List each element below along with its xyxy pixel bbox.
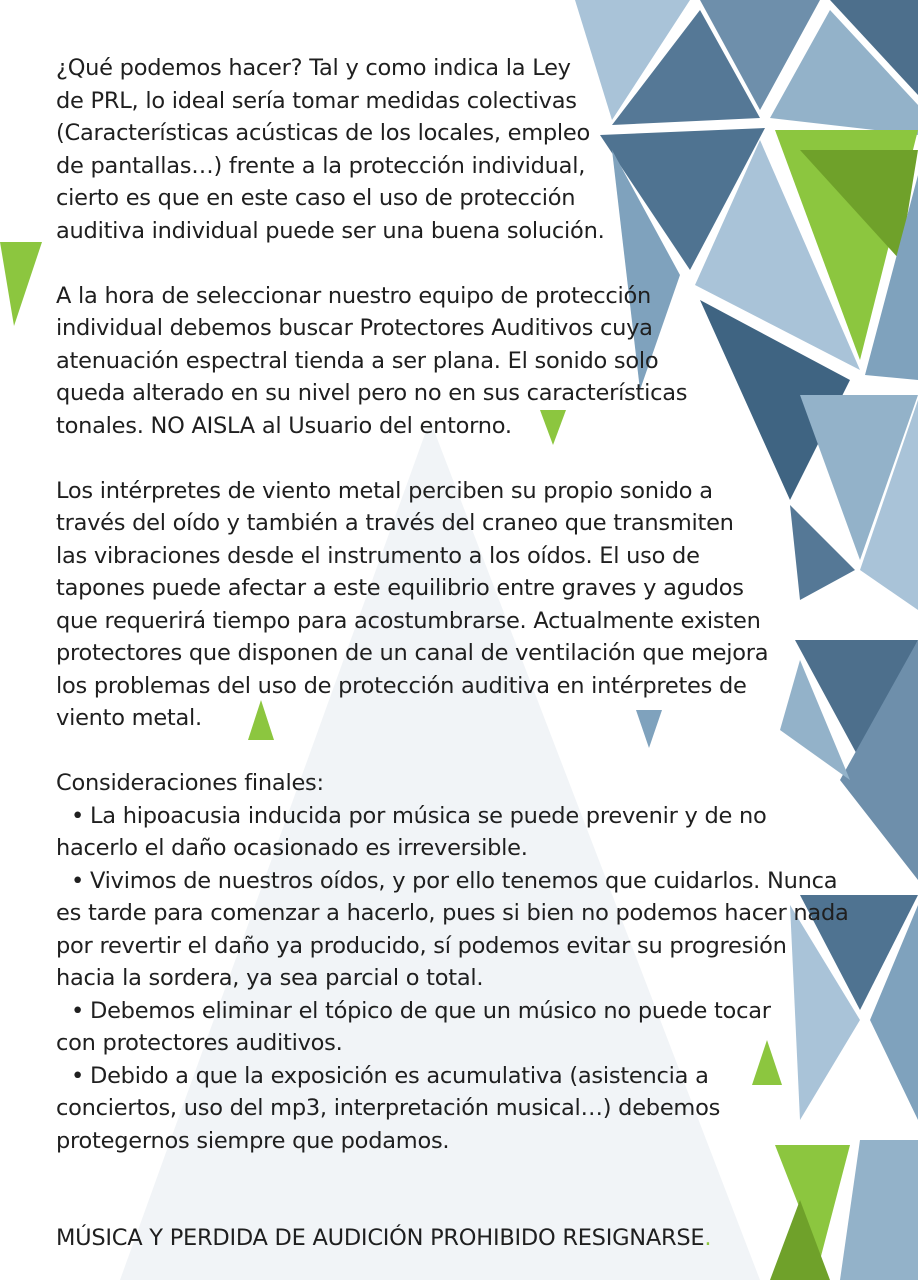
considerations-section — [56, 767, 856, 1157]
bullet-icon: • — [70, 1062, 84, 1089]
closing-text: MÚSICA Y PERDIDA DE AUDICIÓN PROHIBIDO RESIGNARSE — [56, 1225, 705, 1251]
bullet-icon: • — [70, 867, 84, 894]
paragraph-selecting-protection: A la hora de seleccionar nuestro equipo de protección individual debemos buscar Protectores Auditivos cuya atenuación espectral tienda a ser plana. El sonido solo queda alterado en su nivel pero no en sus características tonales. NO AISLA al Usuario del entorno. — [56, 282, 688, 439]
bullet-icon: • — [70, 997, 84, 1024]
consideration-item — [56, 995, 856, 1060]
consideration-item — [56, 865, 856, 995]
article-body — [56, 52, 856, 1255]
consideration-text: Debemos eliminar el tópico de que un músico no puede tocar con protectores auditivos. — [56, 997, 771, 1056]
paragraph-brass-players: Los intérpretes de viento metal perciben su propio sonido a través del oído y también a través del craneo que transmiten las vibraciones desde el instrumento a los oídos. El uso de tapones puede afectar a este equilibrio entre graves y agudos que requerirá tiempo para acostumbrarse. Actualmente existen protectores que disponen de un canal de ventilación que mejora los problemas del uso de protección auditiva en intérpretes de viento metal. — [56, 477, 769, 731]
consideration-item — [56, 800, 856, 865]
closing-end-mark: . — [704, 1225, 712, 1251]
consideration-text: Vivimos de nuestros oídos, y por ello tenemos que cuidarlos. Nunca es tarde para comenzar a hacerlo, pues si bien no podemos hacer nada por revertir el daño ya producido, sí podemos evitar su progresión hacia la sordera, ya sea parcial o total. — [56, 867, 849, 991]
consideration-text: La hipoacusia inducida por música se puede prevenir y de no hacerlo el daño ocasionado es irreversible. — [56, 802, 767, 861]
considerations-heading: Consideraciones finales: — [56, 770, 324, 796]
consideration-text: Debido a que la exposición es acumulativa (asistencia a conciertos, uso del mp3, interpretación musical…) debemos protegernos siempre que podamos. — [56, 1062, 721, 1154]
bullet-icon: • — [70, 802, 84, 829]
consideration-item — [56, 1060, 856, 1158]
accent-triangle-left — [0, 242, 42, 326]
paragraph-collective-measures: ¿Qué podemos hacer? Tal y como indica la Ley de PRL, lo ideal sería tomar medidas colectivas (Características acústicas de los locales, empleo de pantallas…) frente a la protección individual, cierto es que en este caso el uso de protección auditiva individual puede ser una buena solución. — [56, 55, 605, 244]
closing-slogan — [56, 1190, 856, 1255]
